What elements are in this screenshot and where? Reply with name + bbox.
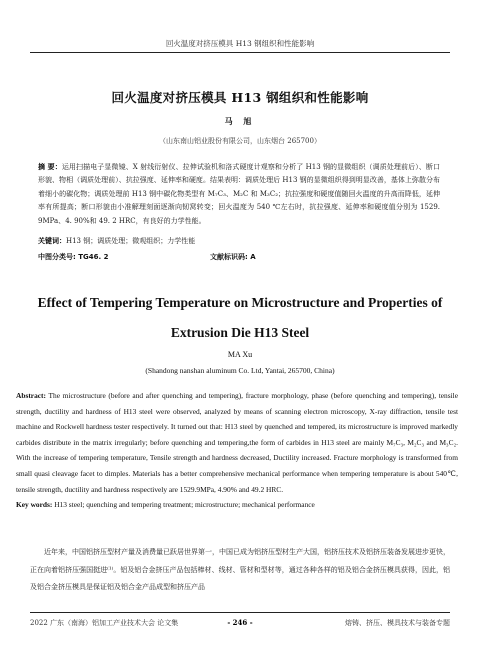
- english-keywords: [16, 500, 458, 509]
- footer-conference: 2022 广东（南海）铝加工产业技术大会 论文集: [30, 619, 179, 627]
- chinese-affiliation: （山东南山铝业股份有限公司，山东烟台 265700）: [159, 137, 321, 145]
- document-code: 文献标识码: A: [210, 253, 256, 261]
- english-author: MA Xu: [227, 350, 253, 359]
- english-abstract: [16, 388, 458, 497]
- english-abstract-label: Abstract:: [16, 391, 46, 400]
- english-title: Effect of Tempering Temperature on Microstructure and Properties of Extrusion Die H13 Steel: [37, 295, 443, 340]
- footer-topic: 熔铸、挤压、模具技术与装备专题: [345, 619, 450, 627]
- chinese-keywords-text: H13 钢；调质处理；微观组织；力学性能: [66, 237, 196, 245]
- chinese-title: 回火温度对挤压模具 H13 钢组织和性能影响: [111, 90, 369, 105]
- page-number: - 246 -: [227, 618, 253, 627]
- footer-rule: [30, 612, 450, 613]
- body-paragraph: 近年来，中国铝挤压型材产量及消费量已跃居世界第一，中国已成为铝挤压型材生产大国，铝挤压技术及铝挤压装备发展进步更快，正在向着铝挤压强国挺进⁽¹⁾。铝及铝合金挤压产品包括棒材、线材、管材和型材等，通过各种各样的铝及铝合金挤压模具获得，因此，铝及铝合金挤压模具是保证铝及铝合金产品成型和挤压产品: [30, 548, 450, 591]
- chinese-keywords-label: 关键词：: [38, 236, 66, 245]
- chinese-keywords: [38, 236, 440, 246]
- chinese-abstract-text: 运用扫描电子显微镜、X 射线衍射仪、拉伸试验机和洛式硬度计观察和分析了 H13 钢的显微组织（调质处理前后）、断口形貌、物相（调质处理前）、抗拉强度、延伸率和硬度。结果表明：调质处理后 H13 钢的显微组织得到明显改善，基体上弥散分布着细小的碳化物；调质处理前 H13 钢中碳化物类型有 M₇C₃、M₂C 和 M₃C₂；抗拉强度和硬度值随回火温度的升高而降低，延伸率有所提高；断口形貌由小准解理刻面逐渐向韧窝转变；回火温度为 540 ℃左右时，抗拉强度、延伸率和硬度值分别为 1529. 9MPa、4. 90%和 49. 2 HRC，有良好的力学性能。: [38, 163, 441, 225]
- chinese-abstract: [38, 160, 440, 228]
- chinese-abstract-label: 摘 要：: [38, 162, 62, 171]
- english-keywords-label: Key words:: [16, 500, 53, 509]
- english-keywords-text: H13 steel; quenching and tempering treatment; microstructure; mechanical performance: [54, 500, 315, 509]
- header-rule: [30, 52, 450, 53]
- english-abstract-text: The microstructure (before and after quenching and tempering), fracture morphology, phase (before quenching and tempering), tensile strength, ductility and hardness of H13 steel were observed, analyzed by means of scanning electron microscopy, X-ray diffraction, tensile test machine and Rockwell hardness tester respectively. It turned out that: H13 steel by quenched and tempered, its microstructure is improved markedly carbides distribute in the matrix irregularly; before quenching and tempering,the form of carbides in H13 steel are mainly M₇C₃, M₂C₃ and M₃C₂. With the increase of tempering temperature, Tensile strength and hardness decreased, Ductility increased. Fracture morphology is transformed from small quasi cleavage facet to dimples. Materials has a better comprehensive mechanical performance when tempering temperature is about 540℃, tensile strength, ductility and hardness respectively are 1529.9MPa, 4.90% and 49.2 HRC.: [16, 391, 459, 494]
- english-affiliation: (Shandong nanshan aluminum Co. Ltd, Yantai, 265700, China): [145, 366, 335, 375]
- classification-number: 中图分类号: TG46. 2: [38, 253, 109, 261]
- chinese-author: 马 旭: [224, 116, 256, 126]
- running-head: 回火温度对挤压模具 H13 钢组织和性能影响: [165, 39, 315, 48]
